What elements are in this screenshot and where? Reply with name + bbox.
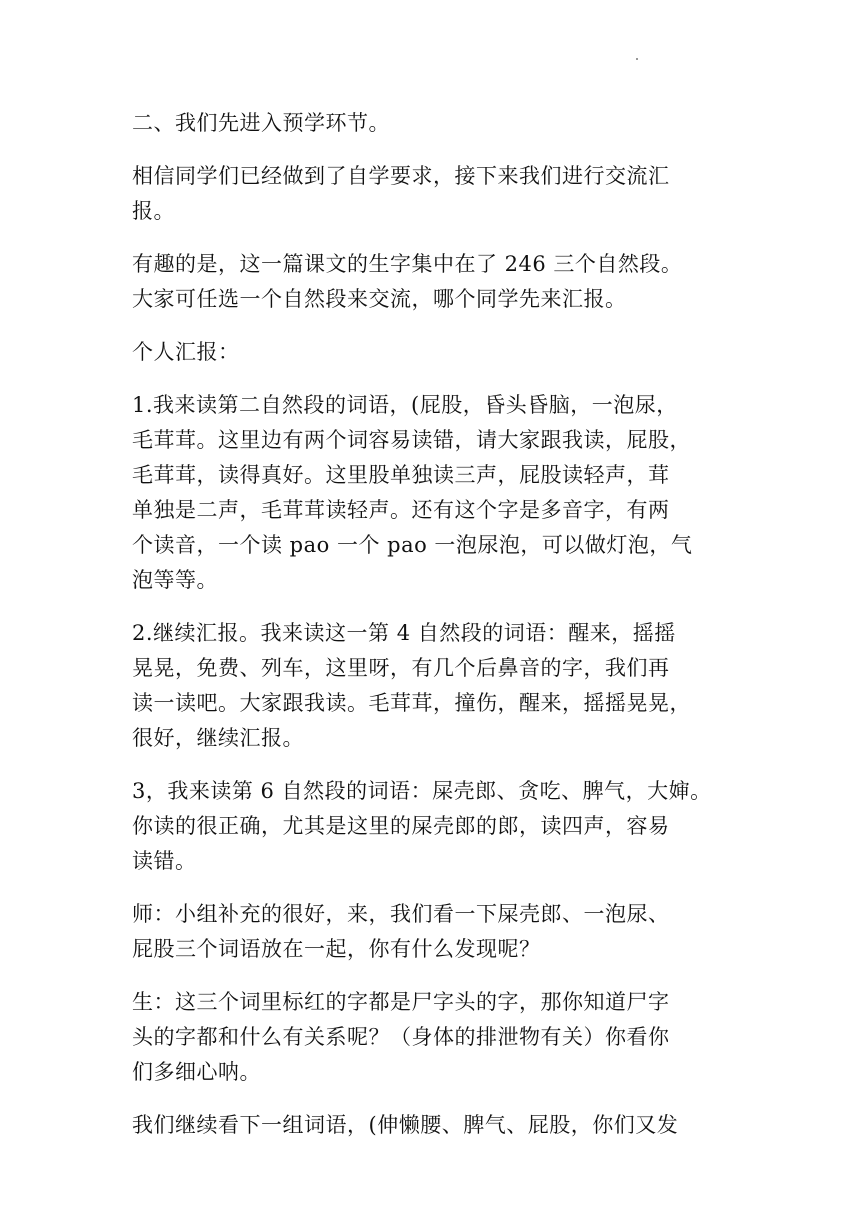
text-line: 泡等等。 [132, 568, 218, 592]
text-line: 1.我来读第二自然段的词语，(屁股，昏头昏脑，一泡尿， [132, 393, 678, 417]
text-line: 2.继续汇报。我来读这一第 4 自然段的词语：醒来，摇摇 [132, 621, 676, 645]
paragraph [132, 897, 744, 967]
text-line: 大家可任选一个自然段来交流，哪个同学先来汇报。 [132, 287, 627, 311]
text-line: 你读的很正确，尤其是这里的屎壳郎的郎，读四声，容易 [132, 814, 670, 838]
text-line: 单独是二声，毛茸茸读轻声。还有这个字是多音字，有两 [132, 498, 670, 522]
text-line: 有趣的是，这一篇课文的生字集中在了 246 三个自然段。 [132, 252, 683, 276]
text-line: 毛茸茸，读得真好。这里股单独读三声，屁股读轻声，茸 [132, 463, 670, 487]
text-line: 3，我来读第 6 自然段的词语：屎壳郎、贪吃、脾气，大婶。 [132, 779, 712, 803]
text-line: 屁股三个词语放在一起，你有什么发现呢？ [132, 937, 541, 961]
text-line: 师：小组补充的很好，来，我们看一下屎壳郎、一泡尿、 [132, 902, 670, 926]
text-line: 二、我们先进入预学环节。 [132, 111, 390, 135]
text-line: 读一读吧。大家跟我读。毛茸茸，撞伤，醒来，摇摇晃晃， [132, 691, 691, 715]
text-line: 很好，继续汇报。 [132, 726, 304, 750]
text-line: 晃晃，免费、列车，这里呀，有几个后鼻音的字，我们再 [132, 656, 670, 680]
text-line: 个读音，一个读 pao 一个 pao 一泡尿泡，可以做灯泡，气 [132, 533, 693, 557]
text-line: 相信同学们已经做到了自学要求，接下来我们进行交流汇 [132, 164, 670, 188]
paragraph [132, 159, 744, 229]
text-line: 毛茸茸。这里边有两个词容易读错，请大家跟我读，屁股， [132, 428, 691, 452]
paragraph [132, 106, 744, 141]
document-body [132, 106, 744, 1161]
paragraph [132, 616, 744, 756]
text-line: 们多细心呐。 [132, 1060, 261, 1084]
text-line: 个人汇报： [132, 340, 240, 364]
paragraph [132, 985, 744, 1090]
paragraph [132, 1108, 744, 1143]
text-line: 读错。 [132, 849, 197, 873]
paragraph [132, 388, 744, 598]
text-line: 头的字都和什么有关系呢？（身体的排泄物有关）你看你 [132, 1025, 670, 1049]
text-line: 报。 [132, 199, 175, 223]
paragraph [132, 335, 744, 370]
page-mark-dot [636, 58, 638, 60]
text-line: 生：这三个词里标红的字都是尸字头的字，那你知道尸字 [132, 990, 670, 1014]
paragraph [132, 247, 744, 317]
text-line: 我们继续看下一组词语，(伸懒腰、脾气、屁股，你们又发 [132, 1113, 679, 1137]
paragraph [132, 774, 744, 879]
